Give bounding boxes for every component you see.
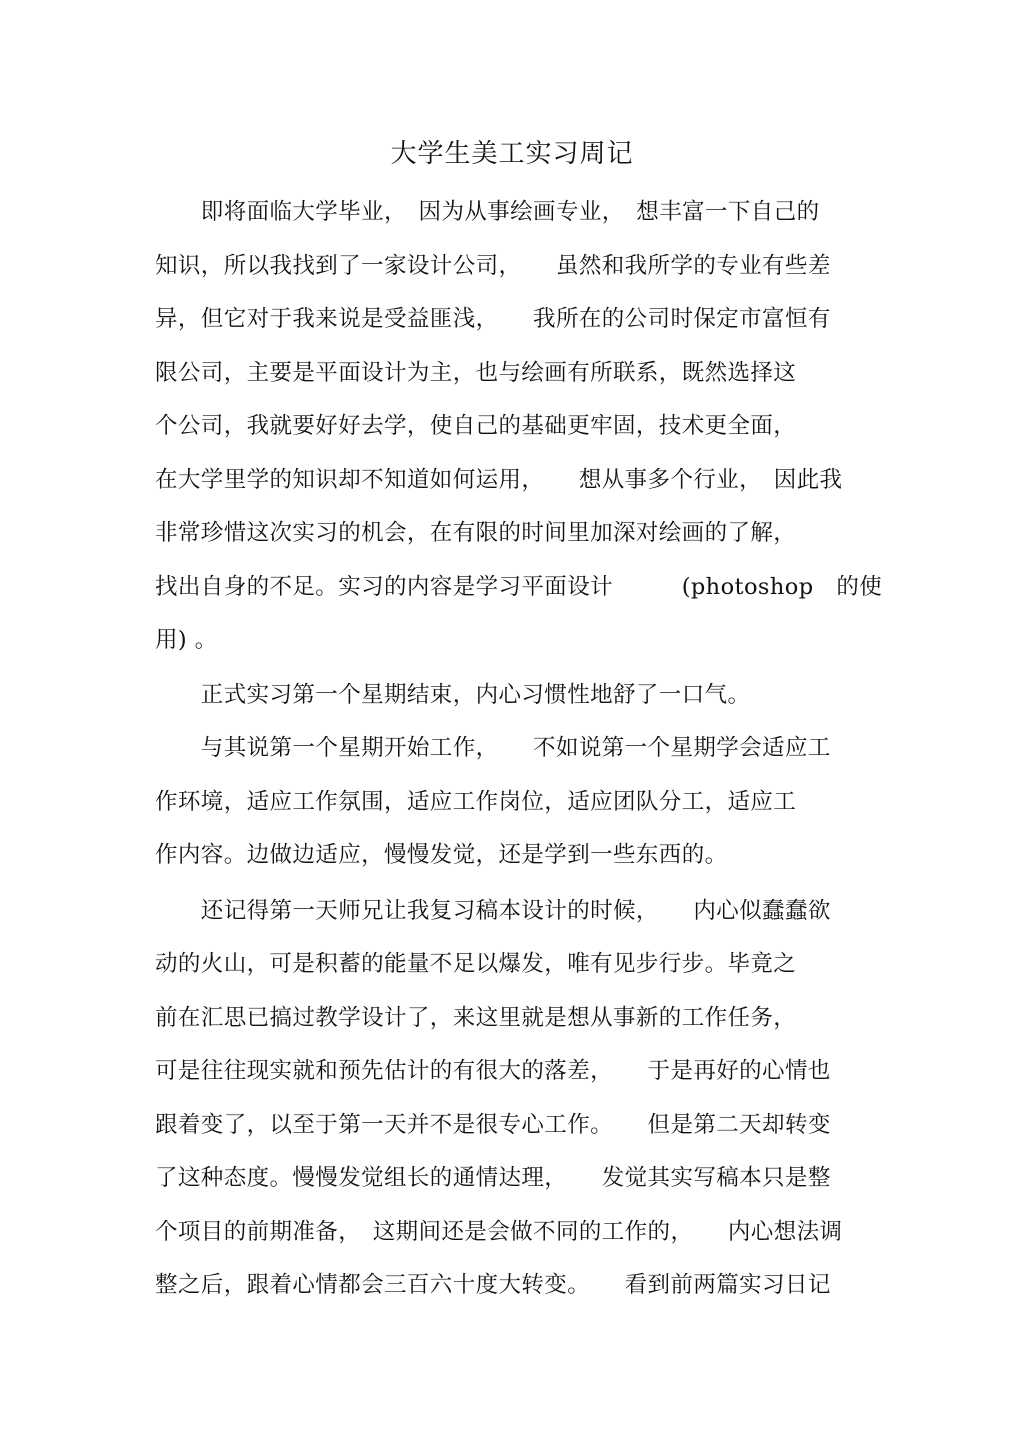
body-line-1: 即将面临大学毕业， 因为从事绘画专业， 想丰富一下自己的 [155,199,820,225]
body-line-7: 非常珍惜这次实习的机会，在有限的时间里加深对绘画的了解， [155,520,797,546]
body-line-13: 作内容。边做边适应，慢慢发觉，还是学到一些东西的。 [155,842,728,868]
body-line-10: 正式实习第一个星期结束，内心习惯性地舒了一口气。 [155,682,751,708]
body-line-17: 可是往往现实就和预先估计的有很大的落差， 于是再好的心情也 [155,1058,831,1084]
body-line-16: 前在汇思已搞过教学设计了，来这里就是想从事新的工作任务， [155,1005,797,1031]
body-line-12: 作环境，适应工作氛围，适应工作岗位，适应团队分工，适应工 [155,789,797,815]
body-line-6: 在大学里学的知识却不知道如何运用， 想从事多个行业， 因此我 [155,467,843,493]
body-line-8: 找出自身的不足。实习的内容是学习平面设计 (photoshop 的使 [155,574,883,600]
body-line-9: 用) 。 [155,627,218,653]
body-line-5: 个公司，我就要好好去学，使自己的基础更牢固，技术更全面， [155,413,797,439]
body-line-3: 异，但它对于我来说是受益匪浅， 我所在的公司时保定市富恒有 [155,306,831,332]
body-line-19: 了这种态度。慢慢发觉组长的通情达理， 发觉其实写稿本只是整 [155,1165,831,1191]
body-line-2: 知识，所以我找到了一家设计公司， 虽然和我所学的专业有些差 [155,253,831,279]
body-line-20: 个项目的前期准备， 这期间还是会做不同的工作的， 内心想法调 [155,1219,843,1245]
body-line-18: 跟着变了，以至于第一天并不是很专心工作。 但是第二天却转变 [155,1112,831,1138]
body-line-15: 动的火山，可是积蓄的能量不足以爆发，唯有见步行步。毕竟之 [155,951,797,977]
body-line-4: 限公司，主要是平面设计为主，也与绘画有所联系，既然选择这 [155,360,797,386]
body-line-14: 还记得第一天师兄让我复习稿本设计的时候， 内心似蠢蠢欲 [155,898,831,924]
body-line-11: 与其说第一个星期开始工作， 不如说第一个星期学会适应工 [155,735,831,761]
body-line-21: 整之后，跟着心情都会三百六十度大转变。 看到前两篇实习日记 [155,1272,831,1298]
document-title: 大学生美工实习周记 [390,139,634,169]
